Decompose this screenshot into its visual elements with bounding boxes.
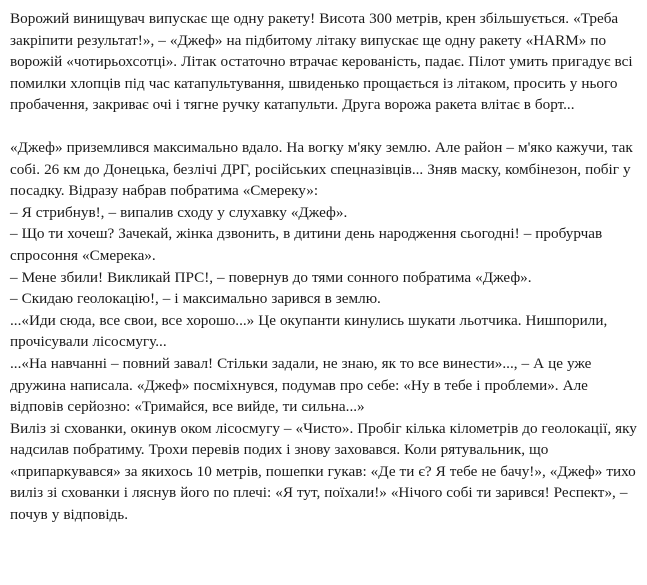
paragraph: ...«Иди сюда, все свои, все хорошо...» Це окупанти кинулись шукати льотчика. Нишпорили, прочісували лісосмугу... (10, 311, 608, 351)
paragraph: – Скидаю геолокацію!, – і максимально зарився в землю. (10, 290, 381, 308)
paragraph: ...«На навчанні – повний завал! Стільки задали, не знаю, як то все винести»..., – А це уже дружина написала. «Джеф» посміхнувся, подумав про себе: «Ну в тебе і проблеми». Але відповів серйозно: «Тримайся, все вийде, ти сильна...» (10, 354, 592, 416)
paragraph: – Я стрибнув!, – випалив сходу у слухавку «Джеф». (10, 203, 348, 221)
paragraph-block-intro (10, 8, 637, 116)
paragraph-block-landing (10, 137, 637, 526)
paragraph-spacer (10, 116, 637, 137)
paragraph: – Що ти хочеш? Зачекай, жінка дзвонить, в дитини день народження сьогодні! – пробурчав спросоння «Смерека». (10, 225, 603, 264)
paragraph: Ворожий винищувач випускає ще одну ракету! Висота 300 метрів, крен збільшується. «Треба закріпити результат!», – «Джеф» на підбитому літаку випускає ще одну ракету «HARM» по ворожій «чотирьохсотці». Літак остаточно втрачає керованість, падає. Пілот умить пригадує всі помилки хлопців під час катапультування, швиденько прощається із літаком, просить у нього пробачення, закриває очі і тягне ручку катапульти. Друга ворожа ракета влітає в борт... (10, 10, 633, 114)
paragraph: «Джеф» приземлився максимально вдало. На вогку м'яку землю. Але район – м'якo кажучи, так собі. 26 км до Донецька, безлічі ДРГ, російських спецназівців... Зняв маску, комбінезон, побіг у посадку. Відразу набрав побратима «Смереку»: (10, 138, 633, 200)
paragraph: – Мене збили! Викликай ПРС!, – повернув до тями сонного побратима «Джеф». (10, 268, 532, 286)
paragraph: Виліз зі схованки, окинув оком лісосмугу – «Чисто». Пробіг кілька кілометрів до геолокації, яку надсилав побратиму. Трохи перевів подих і знову заховався. Коли рятувальник, що «припаркувався» за якихось 10 метрів, пошепки гукав: «Де ти є? Я тебе не бачу!», «Джеф» тихо виліз зі схованки і ляснув його по плечі: «Я тут, поїхали!» «Нічого собі ти зарився! Респект», – почув у відповідь. (10, 419, 637, 524)
